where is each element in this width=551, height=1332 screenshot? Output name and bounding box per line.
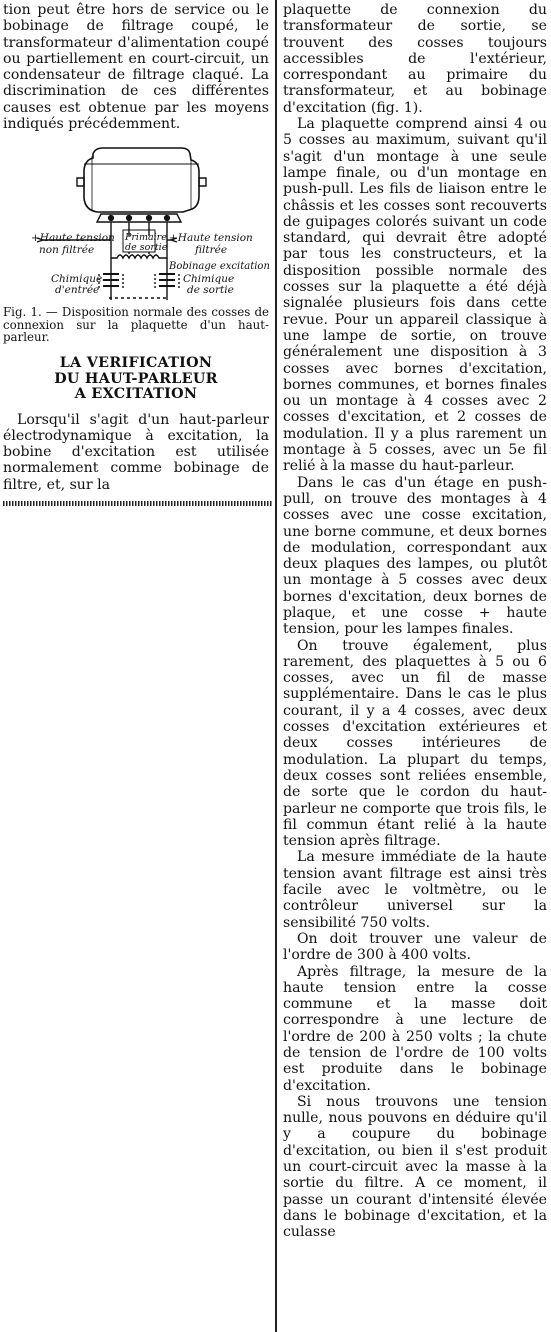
- paragraph: On doit trouver une valeur de l'ordre de 300 à 400 volts.: [283, 930, 547, 964]
- label-chimique-sortie-1: Chimique: [183, 273, 235, 286]
- figure-caption: Fig. 1. — Disposition normale des cosses de connexion sur la plaquette d'un haut-parleur.: [3, 305, 269, 345]
- label-chimique-entree-2: d'entrée: [55, 284, 100, 297]
- paragraph: Si nous trouvons une tension nulle, nous pouvons en déduire qu'il y a coupure du bobinage d'excitation, ou bien il s'est produit un court-circuit avec la masse à la sortie du filtre. A ce moment, il passe un courant d'intensité élevée dans le bobinage d'excitation, et la culasse: [283, 1093, 547, 1241]
- label-ht-non-filtree-2: non filtrée: [39, 244, 95, 257]
- heading-line-2: DU HAUT-PARLEUR: [54, 370, 218, 387]
- paragraph: plaquette de connexion du transformateur de sortie, se trouvent des cosses toujours accessibles de l'extérieur, correspondant au primaire du transformateur, et au bobinage d'excitation (fig. 1).: [283, 2, 547, 116]
- label-primaire-1: Primaire: [125, 232, 167, 244]
- paragraph: tion peut être hors de service ou le bobinage de filtrage coupé, le transformateur d'alimentation coupé ou partiellement en court-circuit, un condensateur de filtrage claqué. La discrimination de ces différentes causes est obtenue par les moyens indiqués précédemment.: [3, 2, 269, 133]
- label-chimique-sortie-2: de sortie: [187, 284, 234, 297]
- paragraph: On trouve également, plus rarement, des plaquettes à 5 ou 6 cosses, avec un fil de masse supplémentaire. Dans le cas le plus courant, il y a 4 cosses, avec deux cosses d'excitation extérieures et deux cosses intérieures de modulation. La plupart du temps, deux cosses sont reliées ensemble, de sorte que le cordon du haut-parleur ne comporte que trois fils, le fil commun étant relié à la haute tension après filtrage.: [283, 637, 547, 850]
- column-divider: [275, 0, 277, 1332]
- left-column: [3, 2, 269, 506]
- section-divider: [3, 501, 273, 506]
- section-heading: [3, 356, 269, 402]
- label-ht-filtree-2: filtrée: [195, 244, 228, 257]
- label-primaire-2: de sortie: [125, 242, 168, 254]
- label-chimique-entree-1: Chimique: [51, 273, 103, 286]
- paragraph: La plaquette comprend ainsi 4 ou 5 cosses au maximum, suivant qu'il s'agit d'un montage à une seule lampe finale, ou d'un montage en push-pull. Les fils de liaison entre le châssis et les cosses sont recouverts de guipages colorés suivant un code standard, qui devrait être adopté par tous les constructeurs, et la disposition possible normale des cosses sur la plaquette a été déjà signalée plusieurs fois dans cette revue. Pour un appareil classique à une lampe de sortie, on trouve généralement une disposition à 3 cosses avec bornes d'excitation, bornes communes, et bornes finales ou un montage à 4 cosses avec 2 cosses d'excitation, et 2 cosses de modulation. Il y a plus rarement un montage à 5 cosses, avec un 5e fil relié à la masse du haut-parleur.: [283, 116, 547, 475]
- figure-1: [3, 140, 270, 345]
- label-ht-filtree-1: +Haute tension: [169, 232, 253, 245]
- label-ht-non-filtree-1: +Haute tension: [31, 232, 115, 245]
- right-column: [283, 2, 547, 1241]
- paragraph: Dans le cas d'un étage en push-pull, on trouve des montages à 4 cosses avec une cosse excitation, une borne commune, et deux bornes de modulation, correspondant aux deux plaques des lampes, ou plutôt un montage à 5 cosses avec deux bornes d'excitation, deux bornes de plaque, et une cosse + haute tension, pour les lampes finales.: [283, 474, 547, 638]
- heading-line-1: LA VERIFICATION: [59, 355, 213, 372]
- label-bobinage: Bobinage excitation: [169, 261, 270, 273]
- paragraph: Lorsqu'il s'agit d'un haut-parleur électrodynamique à excitation, la bobine d'excitation est utilisée normalement comme bobinage de filtre, et, sur la: [3, 411, 269, 493]
- paragraph: Après filtrage, la mesure de la haute tension entre la cosse commune et la masse doit correspondre à une lecture de l'ordre de 200 à 250 volts ; la chute de tension de l'ordre de 100 volts est produite dans le bobinage d'excitation.: [283, 963, 547, 1094]
- heading-line-3: A EXCITATION: [74, 386, 198, 403]
- paragraph: La mesure immédiate de la haute tension avant filtrage est ainsi très facile avec le voltmètre, ou le contrôleur universel sur la sensibilité 750 volts.: [283, 849, 547, 931]
